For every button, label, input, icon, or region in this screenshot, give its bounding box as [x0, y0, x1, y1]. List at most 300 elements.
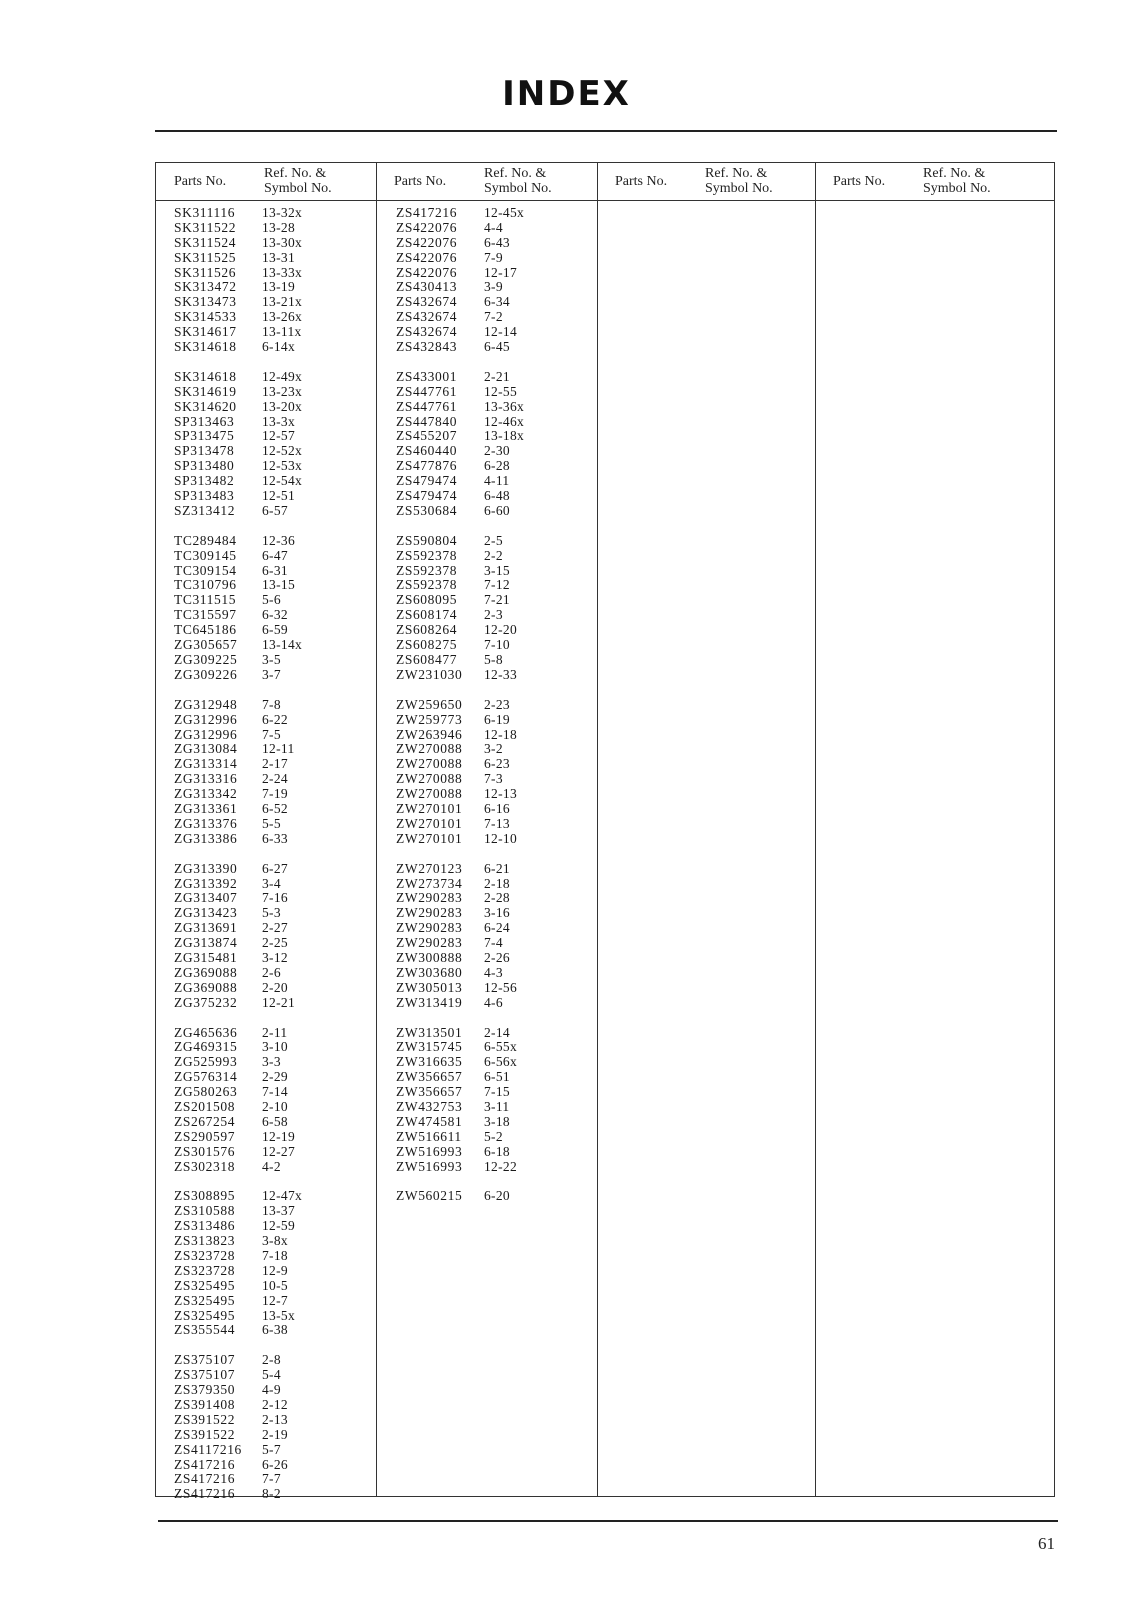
parts-no-cell: ZW290283 [396, 920, 463, 936]
ref-no-cell: 13-15 [262, 577, 295, 593]
ref-no-cell: 3-11 [484, 1098, 510, 1114]
parts-no-cell: ZS479474 [396, 473, 458, 489]
parts-no-header: Parts No. [174, 174, 227, 189]
parts-no-cell: ZW356657 [396, 1084, 463, 1100]
parts-no-cell: ZG313386 [174, 830, 238, 846]
parts-no-cell: SZ313412 [174, 502, 236, 518]
parts-no-cell: SK311116 [174, 205, 236, 220]
parts-no-cell: ZW270101 [396, 815, 463, 831]
ref-no-cell: 7-7 [262, 1471, 281, 1487]
parts-no-cell: ZG309226 [174, 666, 238, 682]
ref-no-cell: 6-43 [484, 234, 510, 250]
ref-no-cell: 12-46x [484, 413, 525, 429]
parts-no-cell: SP313483 [174, 488, 235, 504]
column-header-4 [815, 163, 1055, 200]
ref-no-cell: 5-7 [262, 1441, 281, 1457]
parts-no-cell: ZS325495 [174, 1307, 236, 1323]
parts-no-cell: ZS608275 [396, 637, 458, 653]
parts-no-cell: ZS447761 [396, 398, 458, 414]
ref-no-cell: 6-28 [484, 458, 510, 474]
ref-no-cell: 7-15 [484, 1084, 510, 1100]
ref-no-cell: 6-31 [262, 562, 288, 578]
column-header-1 [156, 163, 376, 200]
ref-no-cell: 5-6 [262, 592, 281, 608]
ref-no-cell: 2-19 [262, 1426, 288, 1442]
parts-no-cell: ZS379350 [174, 1382, 236, 1398]
parts-no-cell: ZW270088 [396, 741, 463, 757]
ref-no-cell: 13-5x [262, 1307, 295, 1323]
parts-no-cell: ZW270088 [396, 756, 463, 772]
parts-no-cell: ZG312996 [174, 726, 238, 742]
ref-no-cell: 6-22 [262, 711, 288, 727]
ref-no-cell: 3-15 [484, 562, 510, 578]
ref-no-cell: 12-14 [484, 324, 517, 340]
parts-no-cell: ZG313084 [174, 741, 238, 757]
ref-no-cell: 2-20 [262, 979, 288, 995]
ref-no-cell: 6-52 [262, 800, 288, 816]
parts-no-cell: ZS325495 [174, 1292, 236, 1308]
ref-no-cell: 7-10 [484, 637, 510, 653]
parts-no-cell: ZS430413 [396, 279, 458, 295]
parts-no-cell: SP313463 [174, 413, 235, 429]
column-divider [597, 163, 598, 1496]
parts-no-cell: TC310796 [174, 577, 237, 593]
ref-no-cell: 12-57 [262, 428, 295, 444]
parts-no-cell: ZW560215 [396, 1188, 463, 1204]
ref-no-header: Ref. No. & Symbol No. [705, 166, 773, 196]
parts-no-cell: TC309154 [174, 562, 237, 578]
parts-no-cell: ZS422076 [396, 249, 458, 265]
ref-no-cell: 4-6 [484, 994, 503, 1010]
parts-no-cell: ZG469315 [174, 1039, 238, 1055]
ref-no-cell: 3-4 [262, 875, 281, 891]
ref-no-cell: 13-3x [262, 413, 295, 429]
parts-no-cell: ZS417216 [174, 1471, 236, 1487]
ref-no-cell: 6-48 [484, 488, 510, 504]
parts-no-cell: ZS455207 [396, 428, 458, 444]
ref-no-cell: 2-8 [262, 1352, 281, 1368]
ref-no-cell: 12-59 [262, 1218, 295, 1234]
index-table [155, 162, 1055, 1502]
ref-no-cell: 6-14x [262, 339, 295, 355]
parts-no-cell: ZG313342 [174, 786, 238, 802]
parts-no-cell: ZS608477 [396, 651, 458, 667]
ref-no-cell: 6-58 [262, 1113, 288, 1129]
ref-no-cell: 7-13 [484, 815, 510, 831]
page-number: 61 [1038, 1534, 1055, 1553]
ref-no-cell: 2-12 [262, 1397, 288, 1413]
parts-no-cell: ZG313423 [174, 905, 238, 921]
parts-no-cell: ZS432674 [396, 324, 458, 340]
ref-no-cell: 12-56 [484, 979, 517, 995]
ref-no-cell: 2-10 [262, 1098, 288, 1114]
ref-no-cell: 12-51 [262, 488, 295, 504]
parts-no-cell: ZS592378 [396, 547, 458, 563]
parts-no-cell: SP313478 [174, 443, 235, 459]
parts-no-cell: ZS422076 [396, 234, 458, 250]
ref-no-cell: 7-14 [262, 1084, 288, 1100]
parts-no-cell: ZW290283 [396, 935, 463, 951]
parts-no-cell: ZS391522 [174, 1426, 236, 1442]
parts-no-cell: ZG309225 [174, 651, 238, 667]
parts-no-cell: ZG525993 [174, 1054, 238, 1070]
parts-no-cell: ZG313392 [174, 875, 238, 891]
ref-no-cell: 4-4 [484, 219, 503, 235]
parts-no-cell: TC311515 [174, 592, 237, 608]
ref-no-cell: 2-17 [262, 756, 288, 772]
ref-no-cell: 2-13 [262, 1411, 288, 1427]
ref-no-cell: 3-9 [484, 279, 503, 295]
ref-no-cell: 12-52x [262, 443, 303, 459]
ref-no-cell: 2-6 [262, 964, 281, 980]
ref-no-cell: 10-5 [262, 1277, 288, 1293]
ref-no-cell: 13-14x [262, 637, 303, 653]
ref-no-cell: 7-16 [262, 890, 288, 906]
ref-no-cell: 2-3 [484, 607, 503, 623]
ref-no-cell: 13-30x [262, 234, 303, 250]
parts-no-cell: ZG369088 [174, 964, 238, 980]
parts-no-cell: ZW356657 [396, 1069, 463, 1085]
ref-no-cell: 6-27 [262, 860, 288, 876]
top-rule [155, 130, 1057, 132]
parts-no-cell: SK313472 [174, 279, 237, 295]
ref-no-cell: 6-24 [484, 920, 510, 936]
parts-no-cell: ZS375107 [174, 1367, 236, 1383]
ref-no-cell: 12-36 [262, 532, 295, 548]
parts-no-cell: ZW273734 [396, 875, 463, 891]
ref-no-cell: 2-27 [262, 920, 288, 936]
ref-no-cell: 13-26x [262, 309, 303, 325]
ref-no-cell: 3-3 [262, 1054, 281, 1070]
parts-no-cell: ZG313407 [174, 890, 238, 906]
parts-no-cell: ZW270101 [396, 800, 463, 816]
parts-no-cell: ZG375232 [174, 994, 238, 1010]
header-divider [156, 200, 1054, 201]
parts-no-cell: ZS325495 [174, 1277, 236, 1293]
parts-no-cell: ZS267254 [174, 1113, 236, 1129]
parts-no-cell: SP313480 [174, 458, 235, 474]
parts-no-cell: SK314618 [174, 368, 237, 384]
ref-no-cell: 13-33x [262, 264, 303, 280]
ref-no-cell: 2-18 [484, 875, 510, 891]
parts-no-cell: ZW259773 [396, 711, 463, 727]
ref-no-cell: 13-36x [484, 398, 525, 414]
parts-no-cell: SP313482 [174, 473, 235, 489]
parts-no-cell: ZG313691 [174, 920, 238, 936]
ref-no-cell: 13-37 [262, 1203, 295, 1219]
parts-no-cell: ZW516993 [396, 1158, 463, 1174]
parts-no-cell: ZG465636 [174, 1024, 238, 1040]
parts-no-cell: ZS477876 [396, 458, 458, 474]
ref-no-cell: 12-19 [262, 1128, 295, 1144]
ref-no-cell: 12-10 [484, 830, 517, 846]
ref-no-cell: 12-49x [262, 368, 303, 384]
ref-no-cell: 6-45 [484, 339, 510, 355]
parts-no-cell: SK314620 [174, 398, 237, 414]
parts-no-cell: SK314618 [174, 339, 237, 355]
parts-no-cell: ZG315481 [174, 949, 238, 965]
parts-no-cell: ZS308895 [174, 1188, 236, 1204]
parts-no-cell: ZS608264 [396, 622, 458, 638]
ref-no-cell: 12-7 [262, 1292, 288, 1308]
ref-no-cell: 13-28 [262, 219, 295, 235]
ref-no-cell: 12-17 [484, 264, 517, 280]
parts-no-cell: ZW432753 [396, 1098, 463, 1114]
parts-no-cell: ZG369088 [174, 979, 238, 995]
ref-no-cell: 6-33 [262, 830, 288, 846]
parts-no-cell: ZS201508 [174, 1098, 236, 1114]
parts-no-cell: ZS417216 [174, 1456, 236, 1472]
ref-no-cell: 2-14 [484, 1024, 510, 1040]
parts-no-header: Parts No. [394, 174, 447, 189]
parts-no-cell: ZS290597 [174, 1128, 236, 1144]
ref-no-cell: 12-55 [484, 383, 517, 399]
ref-no-cell: 12-33 [484, 666, 517, 682]
parts-no-cell: ZW316635 [396, 1054, 463, 1070]
ref-no-cell: 6-16 [484, 800, 510, 816]
parts-no-cell: ZW290283 [396, 890, 463, 906]
parts-no-cell: SP313475 [174, 428, 235, 444]
ref-no-cell: 3-10 [262, 1039, 288, 1055]
parts-no-cell: ZS432674 [396, 309, 458, 325]
ref-no-cell: 3-12 [262, 949, 288, 965]
ref-no-cell: 6-55x [484, 1039, 517, 1055]
page-title: INDEX [502, 74, 631, 114]
ref-no-cell: 7-5 [262, 726, 281, 742]
ref-no-cell: 2-30 [484, 443, 510, 459]
ref-no-cell: 2-21 [484, 368, 510, 384]
ref-no-cell: 2-29 [262, 1069, 288, 1085]
parts-no-cell: ZS391522 [174, 1411, 236, 1427]
parts-no-cell: TC289484 [174, 532, 237, 548]
ref-no-cell: 7-19 [262, 786, 288, 802]
ref-no-cell: 4-3 [484, 964, 503, 980]
parts-no-cell: ZS530684 [396, 502, 458, 518]
parts-no-cell: ZW516611 [396, 1128, 462, 1144]
ref-no-cell: 12-11 [262, 741, 295, 757]
ref-no-cell: 12-53x [262, 458, 303, 474]
parts-no-cell: ZS460440 [396, 443, 458, 459]
parts-no-cell: SK311522 [174, 219, 237, 235]
parts-no-cell: ZS313486 [174, 1218, 236, 1234]
ref-no-cell: 12-9 [262, 1262, 288, 1278]
parts-no-cell: ZS447761 [396, 383, 458, 399]
parts-no-cell: ZS417216 [396, 205, 458, 220]
parts-no-cell: SK314619 [174, 383, 237, 399]
ref-no-cell: 12-18 [484, 726, 517, 742]
parts-no-cell: TC645186 [174, 622, 237, 638]
ref-no-cell: 2-23 [484, 696, 510, 712]
ref-no-cell: 12-20 [484, 622, 517, 638]
column-divider [815, 163, 816, 1496]
ref-no-cell: 2-24 [262, 771, 288, 787]
parts-no-cell: ZS302318 [174, 1158, 236, 1174]
ref-no-cell: 5-8 [484, 651, 503, 667]
ref-no-cell: 13-19 [262, 279, 295, 295]
parts-no-cell: SK314533 [174, 309, 237, 325]
parts-no-cell: ZS447840 [396, 413, 458, 429]
ref-no-cell: 4-11 [484, 473, 510, 489]
ref-no-cell: 13-18x [484, 428, 525, 444]
ref-no-cell: 5-3 [262, 905, 281, 921]
ref-no-cell: 3-16 [484, 905, 510, 921]
ref-no-cell: 6-23 [484, 756, 510, 772]
ref-no-header: Ref. No. & Symbol No. [264, 166, 332, 196]
parts-no-cell: ZW300888 [396, 949, 463, 965]
parts-no-cell: ZW315745 [396, 1039, 463, 1055]
parts-no-cell: ZG313390 [174, 860, 238, 876]
ref-no-cell: 12-21 [262, 994, 295, 1010]
ref-no-cell: 6-34 [484, 294, 510, 310]
ref-no-cell: 6-38 [262, 1322, 288, 1338]
ref-no-cell: 5-4 [262, 1367, 281, 1383]
ref-no-cell: 7-8 [262, 696, 281, 712]
parts-no-cell: SK313473 [174, 294, 237, 310]
parts-no-cell: ZS422076 [396, 219, 458, 235]
parts-no-cell: ZS301576 [174, 1143, 236, 1159]
ref-no-cell: 6-60 [484, 502, 510, 518]
ref-no-cell: 7-18 [262, 1248, 288, 1263]
parts-no-header: Parts No. [833, 174, 886, 189]
ref-no-cell: 5-2 [484, 1128, 503, 1144]
ref-no-cell: 6-59 [262, 622, 288, 638]
ref-no-cell: 7-4 [484, 935, 503, 951]
parts-no-cell: ZG312948 [174, 696, 238, 712]
ref-no-cell: 6-26 [262, 1456, 288, 1472]
parts-no-cell: ZS479474 [396, 488, 458, 504]
ref-no-cell: 12-47x [262, 1188, 303, 1204]
ref-no-cell: 2-5 [484, 532, 503, 548]
ref-no-cell: 2-26 [484, 949, 510, 965]
parts-no-cell: ZW270088 [396, 771, 463, 787]
ref-no-cell: 6-20 [484, 1188, 510, 1204]
parts-no-cell: ZS391408 [174, 1397, 236, 1413]
parts-no-cell: ZS608095 [396, 592, 458, 608]
parts-no-cell: ZS422076 [396, 264, 458, 280]
ref-no-cell: 3-7 [262, 666, 281, 682]
ref-no-cell: 2-28 [484, 890, 510, 906]
ref-no-cell: 2-11 [262, 1024, 288, 1040]
parts-no-cell: ZG313874 [174, 935, 238, 951]
ref-no-cell: 13-20x [262, 398, 303, 414]
ref-no-cell: 6-51 [484, 1069, 510, 1085]
parts-no-cell: TC309145 [174, 547, 237, 563]
parts-no-cell: ZW231030 [396, 666, 463, 682]
parts-no-cell: ZS323728 [174, 1248, 236, 1263]
ref-no-cell: 12-45x [484, 205, 525, 220]
parts-no-cell: ZS417216 [174, 1486, 236, 1502]
ref-no-cell: 12-54x [262, 473, 303, 489]
ref-no-cell: 2-2 [484, 547, 503, 563]
ref-no-cell: 7-9 [484, 249, 503, 265]
parts-no-cell: ZW263946 [396, 726, 463, 742]
parts-no-cell: ZW270088 [396, 786, 463, 802]
parts-no-cell: ZS375107 [174, 1352, 236, 1368]
ref-no-cell: 6-21 [484, 860, 510, 876]
ref-no-cell: 6-19 [484, 711, 510, 727]
ref-no-cell: 4-9 [262, 1382, 281, 1398]
ref-no-cell: 13-32x [262, 205, 303, 220]
parts-no-cell: ZG580263 [174, 1084, 238, 1100]
parts-no-cell: ZS355544 [174, 1322, 236, 1338]
ref-no-cell: 13-23x [262, 383, 303, 399]
parts-no-cell: ZW516993 [396, 1143, 463, 1159]
parts-no-cell: ZW474581 [396, 1113, 463, 1129]
parts-no-cell: TC315597 [174, 607, 237, 623]
ref-no-cell: 13-21x [262, 294, 303, 310]
parts-no-cell: SK311526 [174, 264, 237, 280]
parts-no-cell: ZS590804 [396, 532, 458, 548]
ref-no-cell: 3-18 [484, 1113, 510, 1129]
parts-no-cell: ZG313316 [174, 771, 238, 787]
parts-no-cell: SK311524 [174, 234, 237, 250]
parts-no-cell: ZG305657 [174, 637, 238, 653]
parts-no-cell: ZS592378 [396, 577, 458, 593]
bottom-rule [158, 1520, 1058, 1522]
ref-no-cell: 6-47 [262, 547, 288, 563]
parts-no-cell: ZS323728 [174, 1262, 236, 1278]
ref-no-cell: 4-2 [262, 1158, 281, 1174]
parts-no-cell: ZS592378 [396, 562, 458, 578]
parts-no-cell: ZW303680 [396, 964, 463, 980]
ref-no-cell: 8-2 [262, 1486, 281, 1502]
parts-no-cell: ZG312996 [174, 711, 238, 727]
ref-no-header: Ref. No. & Symbol No. [923, 166, 991, 196]
parts-no-cell: SK314617 [174, 324, 237, 340]
column-header-2 [376, 163, 597, 200]
ref-no-cell: 12-22 [484, 1158, 517, 1174]
ref-no-cell: 7-12 [484, 577, 510, 593]
parts-no-cell: ZW313501 [396, 1024, 463, 1040]
parts-no-cell: ZS432674 [396, 294, 458, 310]
parts-no-cell: ZW270123 [396, 860, 463, 876]
parts-no-cell: ZS310588 [174, 1203, 236, 1219]
ref-no-cell: 6-56x [484, 1054, 517, 1070]
ref-no-cell: 13-11x [262, 324, 302, 340]
ref-no-cell: 6-32 [262, 607, 288, 623]
parts-no-cell: ZG576314 [174, 1069, 238, 1085]
parts-no-cell: ZS608174 [396, 607, 458, 623]
ref-no-cell: 12-13 [484, 786, 517, 802]
parts-no-cell: ZS433001 [396, 368, 458, 384]
parts-no-cell: ZW290283 [396, 905, 463, 921]
ref-no-cell: 7-3 [484, 771, 503, 787]
ref-no-cell: 6-57 [262, 502, 288, 518]
ref-no-cell: 7-21 [484, 592, 510, 608]
parts-no-header: Parts No. [615, 174, 668, 189]
ref-no-cell: 3-2 [484, 741, 503, 757]
parts-no-cell: ZS432843 [396, 339, 458, 355]
ref-no-cell: 3-5 [262, 651, 281, 667]
column-header-3 [597, 163, 815, 200]
column-divider [376, 163, 377, 1496]
parts-no-cell: ZW305013 [396, 979, 463, 995]
parts-no-cell: ZG313376 [174, 815, 238, 831]
ref-no-header: Ref. No. & Symbol No. [484, 166, 552, 196]
ref-no-cell: 12-27 [262, 1143, 295, 1159]
ref-no-cell: 2-25 [262, 935, 288, 951]
parts-no-cell: ZW270101 [396, 830, 463, 846]
ref-no-cell: 6-18 [484, 1143, 510, 1159]
parts-no-cell: ZW259650 [396, 696, 463, 712]
ref-no-cell: 7-2 [484, 309, 503, 325]
ref-no-cell: 3-8x [262, 1233, 288, 1249]
parts-no-cell: ZG313361 [174, 800, 238, 816]
parts-no-cell: ZG313314 [174, 756, 238, 772]
ref-no-cell: 5-5 [262, 815, 281, 831]
parts-no-cell: ZW313419 [396, 994, 463, 1010]
parts-no-cell: SK311525 [174, 249, 237, 265]
